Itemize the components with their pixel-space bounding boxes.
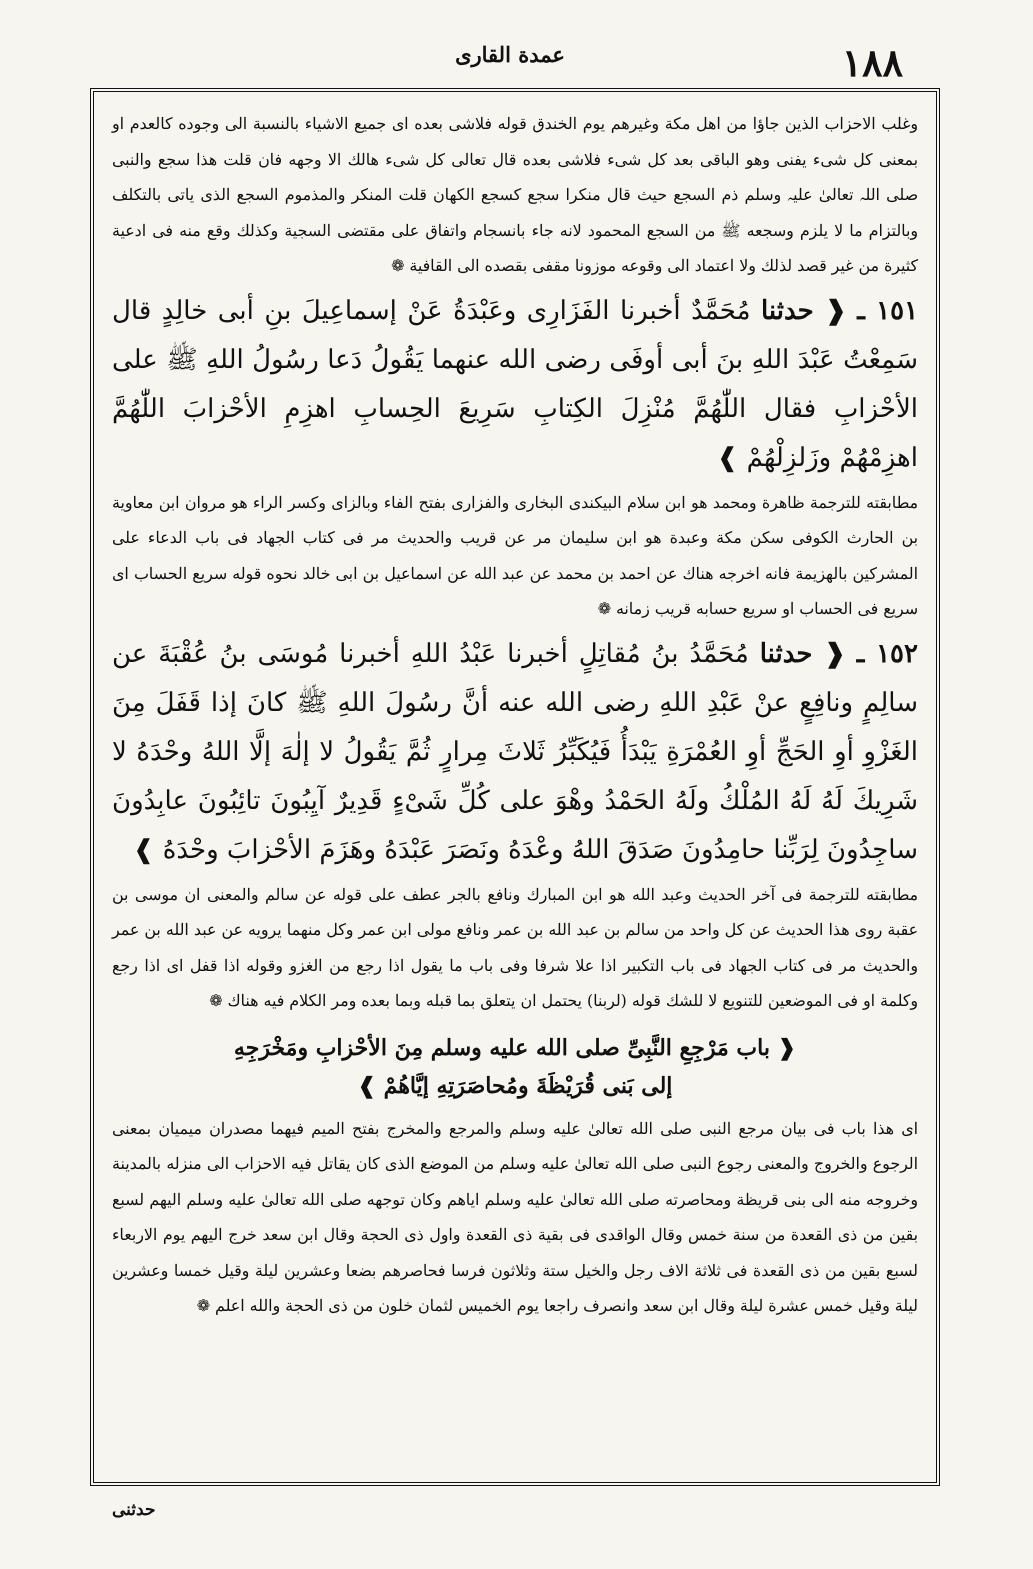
hadith-151 — [112, 287, 918, 483]
text-frame — [90, 88, 940, 1486]
hadith-152 — [112, 630, 918, 875]
commentary-paragraph: ای هذا باب فی بيان مرجع النبی صلی الله تعالیٰ عليه وسلم والمرجع والمخرج بفتح الميم فيهما مصدران ميميان بمعنى الرجوع والخروج والمعنى رجوع النبی صلی الله تعالیٰ عليه وسلم من الموضع الذی كان يقاتل فيه الاحزاب الى منزله بالمدينة وخروجه منه الى بنی قريظة ومحاصرته صلی الله تعالیٰ عليه وسلم اياهم وكان توجهه صلی الله تعالیٰ عليه وسلم اليهم لسبع بقين من ذی القعدة من سنة خمس وقال الواقدی فی بقية ذی القعدة واول ذی الحجة وقال ابن سعد خرج اليهم يوم الاربعاء لسبع بقين من ذی القعدة فی ثلاثة الاف رجل والخيل ستة وثلاثون فرسا فحاصرهم بضعا وعشرين ليلة وقيل خمسا وعشرين ليلة وقيل خمس عشرة ليلة وقال ابن سعد وانصرف راجعا يوم الخميس لثمان خلون من ذی الحجة والله اعلم ❁ — [112, 1118, 918, 1315]
commentary-paragraph: وغلب الاحزاب الذين جاؤا من اهل مكة وغيرهم يوم الخندق قوله فلاشی بعده ای جميع الاشياء بالنسبة الى وجوده كالعدم او بمعنى كل شیء يفنى وهو الباقی بعد كل شیء فلاشی بعده قال تعالى كل شیء هالك الا وجهه فان قلت هذا سجع والنبی صلی اللہ تعالیٰ علیہ وسلم ذم السجع حيث قال منكرا سجع كسجع الكهان قلت المنكر والمذموم السجع الذی ياتی بالتكلف وبالتزام ما لا يلزم وسجعه ﷺ من السجع المحمود لانه جاء بانسجام واتفاق على مقتضى السجية وكذلك وقع منه فی ادعية كثيرة من غير قصد لذلك ولا اعتماد الى وقوعه موزونا مقفى بقصده الى القافية ❁ — [112, 114, 918, 275]
hadith-text: مُحَمَّدُ بنُ مُقاتِلٍ أخبرنا عَبْدُ اللهِ أخبرنا مُوسَى بنُ عُقْبَةَ عن سالِمٍ ونافِعٍ عنْ عَبْدِ اللهِ رضی الله عنه أنَّ رسُولَ اللهِ ﷺ كانَ إذا قَفَلَ مِنَ الغَزْوِ أوِ الحَجِّ أوِ العُمْرَةِ يَبْدَأُ فَيُكَبِّرُ ثَلاثَ مِرارٍ ثُمَّ يَقُولُ لا إلٰهَ إلَّا اللهُ وحْدَهُ لا شَرِيكَ لَهُ لَهُ المُلْكُ ولَهُ الحَمْدُ وهْوَ على كُلِّ شَیْءٍ قَدِيرٌ آيِبُونَ تائِبُونَ عابِدُونَ ساجِدُونَ لِرَبِّنا حامِدُونَ صَدَقَ اللهُ وعْدَهُ ونَصَرَ عَبْدَهُ وهَزَمَ الأحْزابَ وحْدَهُ ❱ — [112, 638, 918, 865]
running-title: عمدة القاری — [455, 42, 565, 67]
hadith-intro: ❰ حدثنا — [759, 638, 846, 669]
hadith-text: مُحَمَّدٌ أخبرنا الفَزَارِی وعَبْدَةُ عَنْ إسماعِيلَ بنِ أبی خالِدٍ قال سَمِعْتُ عَبْدَ اللهِ بنَ أبی أوفَى رضی الله عنهما يَقُولُ دَعا رسُولُ اللهِ ﷺ على الأحْزابِ فقال اللّٰهُمَّ مُنْزِلَ الكِتابِ سَرِيعَ الحِسابِ اهزِمِ الأحْزابَ اللّٰهُمَّ اهزِمْهُمْ وزَلزِلْهُمْ ❱ — [112, 295, 918, 473]
hadith-intro: ❰ حدثنا — [761, 295, 847, 326]
chapter-heading — [112, 1029, 918, 1105]
hadith-number: ١٥٢ ـ — [856, 638, 918, 669]
chapter-heading-line: ❰ باب مَرْجِعِ النَّبِیِّ صلی الله عليه وسلم مِنَ الأحْزابِ ومَخْرَجِهِ — [233, 1034, 797, 1061]
commentary-paragraph: مطابقته للترجمة ظاهرة ومحمد هو ابن سلام البيكندی البخاری والفزاری بفتح الفاء وبالزای وكسر الراء هو مروان ابن معاوية بن الحارث الكوفی سكن مكة وعبدة هو ابن سليمان مر عن قريب والحديث مر فی كتاب الجهاد فی باب الدعاء على المشركين بالهزيمة فانه اخرجه هناك عن احمد بن محمد عن عبد الله عن اسماعيل بن ابی خالد نحوه قوله سريع الحساب ای سريع فی الحساب او سريع حسابه قريب زمانه ❁ — [112, 492, 918, 618]
chapter-heading-line: إلى بَنی قُرَيْظَةَ ومُحاصَرَتِهِ إيَّاهُمْ ❱ — [357, 1072, 673, 1099]
commentary-paragraph: مطابقته للترجمة فی آخر الحديث وعبد الله هو ابن المبارك ونافع بالجر عطف على قوله عن سالم والمعنى ان موسى بن عقبة روى هذا الحديث عن كل واحد من سالم بن عبد الله بن عمر ونافع مولى ابن عمر وكل منهما يرويه عن عبد الله بن عمر والحديث مر فی كتاب الجهاد فی باب التكبير اذا علا شرفا وفی باب ما يقول اذا رجع من الغزو وقوله اذا قفل ای اذا رجع وكلمة او فی الموضعين للتنويع لا للشك قوله (لربنا) يحتمل ان يتعلق بما قبله وبما بعده ومر الكلام فيه هناك ❁ — [112, 884, 918, 1010]
page-number: ١٨٨ — [841, 40, 903, 85]
hadith-number: ١٥١ ـ — [857, 295, 919, 326]
page-header — [0, 0, 1033, 85]
catchword: حدثنی — [112, 1500, 156, 1520]
